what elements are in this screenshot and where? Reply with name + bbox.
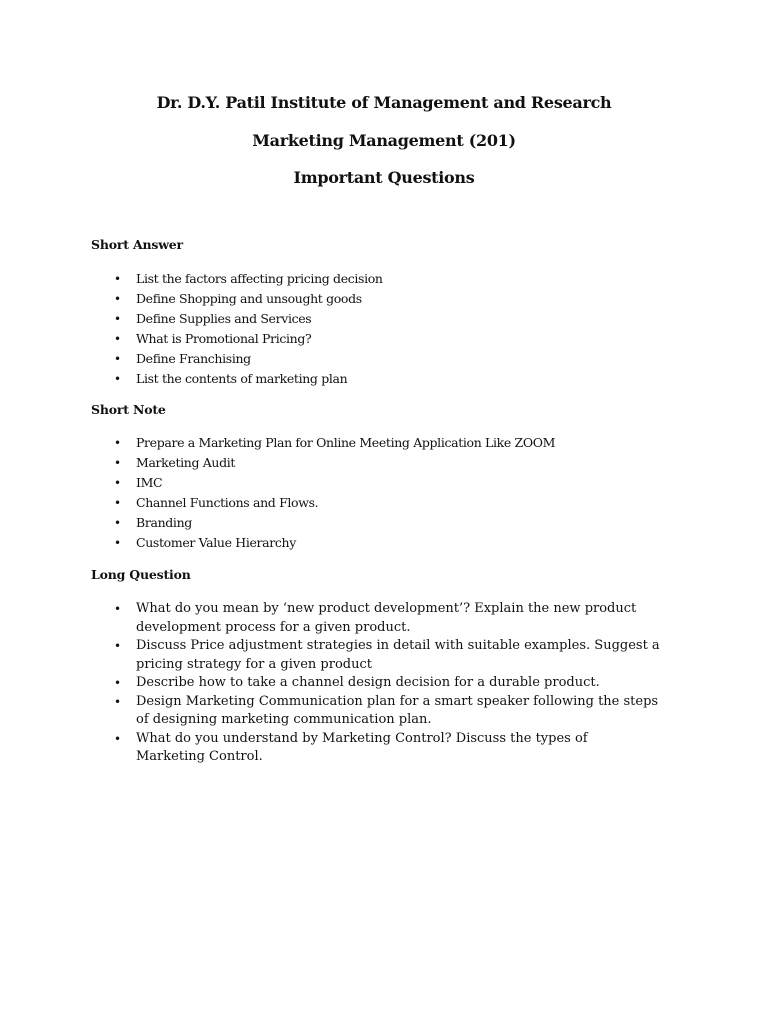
list-item [0, 674, 768, 693]
list-item-text: Discuss Price adjustment strategies in detail with suitable examples. Suggest a pricing strategy for a given product [136, 638, 660, 672]
list-item-text: Customer Value Hierarchy [136, 535, 296, 550]
list-item-text: What is Promotional Pricing? [136, 331, 312, 346]
list-item [0, 473, 768, 493]
short-note-list [0, 433, 768, 553]
bullet-icon: • [114, 372, 121, 386]
bullet-icon: • [114, 436, 121, 450]
bullet-icon: • [114, 272, 121, 286]
bullet-icon: • [114, 536, 121, 550]
list-item [0, 693, 768, 730]
list-item-text: Marketing Audit [136, 455, 236, 470]
bullet-icon: • [114, 476, 121, 490]
list-item [0, 533, 768, 553]
bullet-icon: • [114, 516, 121, 530]
list-item [0, 289, 768, 309]
list-item-text: What do you understand by Marketing Control? Discuss the types of Marketing Control. [136, 730, 588, 764]
bullet-icon: • [114, 602, 122, 616]
list-item-text: Prepare a Marketing Plan for Online Meeting Application Like ZOOM [136, 435, 556, 450]
list-item-text: Design Marketing Communication plan for a smart speaker following the steps of designing marketing communication plan. [136, 693, 659, 727]
list-item-text: Channel Functions and Flows. [136, 495, 319, 510]
list-item [0, 309, 768, 329]
list-item-text: List the contents of marketing plan [136, 371, 348, 386]
section-heading-long-question: Long Question [91, 567, 191, 582]
list-item [0, 369, 768, 389]
list-item [0, 513, 768, 533]
section-heading-short-answer: Short Answer [91, 237, 183, 252]
list-item-text: List the factors affecting pricing decision [136, 271, 383, 286]
list-item-text: Define Franchising [136, 351, 251, 366]
list-item [0, 600, 768, 637]
list-item [0, 730, 768, 767]
list-item [0, 453, 768, 473]
long-question-list [0, 600, 768, 767]
bullet-icon: • [114, 456, 121, 470]
bullet-icon: • [114, 496, 121, 510]
section-heading-short-note: Short Note [91, 402, 166, 417]
bullet-icon: • [114, 731, 122, 746]
bullet-icon: • [114, 676, 122, 690]
list-item-text: Branding [136, 515, 192, 530]
list-item [0, 493, 768, 513]
document-subtitle: Important Questions [293, 168, 475, 187]
list-item-text: What do you mean by ‘new product development’? Explain the new product development process for a given product. [136, 601, 637, 635]
bullet-icon: • [114, 352, 121, 366]
bullet-icon: • [114, 694, 122, 709]
list-item [0, 349, 768, 369]
list-item [0, 433, 768, 453]
list-item [0, 329, 768, 349]
list-item-text: IMC [136, 475, 163, 490]
course-title: Marketing Management (201) [252, 131, 516, 150]
list-item-text: Define Shopping and unsought goods [136, 291, 362, 306]
bullet-icon: • [114, 292, 121, 306]
bullet-icon: • [114, 639, 122, 653]
bullet-icon: • [114, 332, 121, 346]
short-answer-list [0, 269, 768, 389]
list-item-text: Define Supplies and Services [136, 311, 312, 326]
list-item [0, 269, 768, 289]
bullet-icon: • [114, 312, 121, 326]
institute-title: Dr. D.Y. Patil Institute of Management and Research [156, 93, 612, 112]
list-item [0, 637, 768, 674]
list-item-text: Describe how to take a channel design decision for a durable product. [136, 675, 600, 690]
